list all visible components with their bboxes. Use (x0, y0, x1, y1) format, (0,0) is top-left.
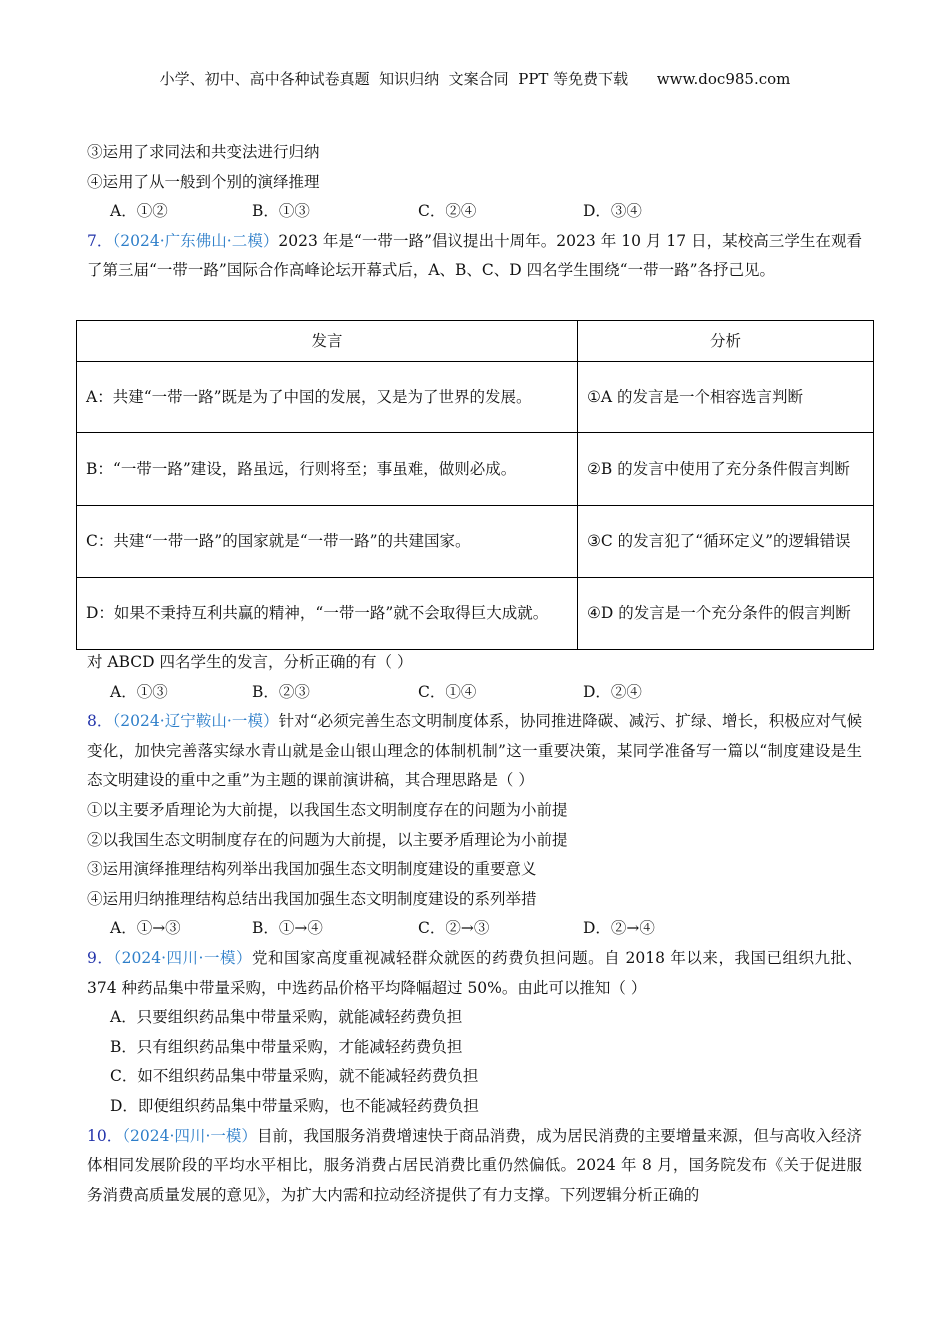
question-6-tail (87, 138, 862, 286)
option-a: A．①→③ (110, 919, 181, 938)
answer-options (87, 914, 862, 944)
question-number: 8． (87, 712, 113, 731)
question-text: 针对“必须完善生态文明制度体系，协同推进降碳、减污、扩绿、增长，积极应对气候变化，加快完善落实绿水青山就是金山银山理念的体制机制”这一重要决策，某同学准备写一篇以“制度建设是生态文明建设的重中之重”为主题的课前演讲稿，其合理思路是（ ） (87, 712, 862, 790)
question-8-stem (87, 707, 862, 796)
speech-cell: A：共建“一带一路”既是为了中国的发展，又是为了世界的发展。 (77, 362, 578, 433)
question-source: （2024·广东佛山·二模） (112, 231, 279, 250)
statement: ③运用演绎推理结构列举出我国加强生态文明制度建设的重要意义 (87, 860, 537, 879)
question-text: 2023 年是“一带一路”倡议提出十周年。2023 年 10 月 17 日，某校高三学生在观看了第三届“一带一路”国际合作高峰论坛开幕式后，A、B、C、D 四名学生围绕“一带一路”各抒己见。 (87, 231, 862, 280)
question-number: 10． (87, 1126, 123, 1145)
analysis-cell: ③C 的发言犯了“循环定义”的逻辑错误 (578, 506, 874, 578)
question-text: 党和国家高度重视减轻群众就医的药费负担问题。自 2018 年以来，我国已组织九批、374 种药品集中带量采购，中选药品价格平均降幅超过 50%。由此可以推知（ ） (87, 948, 862, 997)
column-header: 发言 (77, 321, 578, 362)
option-c: C．如不组织药品集中带量采购，就不能减轻药费负担 (110, 1067, 479, 1086)
question-source: （2024·四川·一模） (113, 948, 252, 967)
question-9-stem (87, 944, 862, 1003)
question-10-stem (87, 1122, 862, 1211)
option-a: A．①③ (110, 682, 168, 701)
question-prompt: 对 ABCD 四名学生的发言，分析正确的有（ ） (87, 653, 413, 671)
table-row (77, 506, 874, 578)
option-c: C．②→③ (418, 919, 490, 938)
statement: ①以主要矛盾理论为大前提，以我国生态文明制度存在的问题为小前提 (87, 800, 568, 819)
question-source: （2024·辽宁鞍山·一模） (112, 712, 279, 731)
option-c: C．①④ (418, 682, 477, 701)
speech-analysis-table (76, 320, 874, 650)
analysis-cell: ④D 的发言是一个充分条件的假言判断 (578, 578, 874, 650)
option-c: C．②④ (418, 202, 477, 221)
option-b: B．①③ (252, 202, 310, 221)
speech-cell: C：共建“一带一路”的国家就是“一带一路”的共建国家。 (77, 506, 578, 578)
option-b: B．①→④ (252, 919, 323, 938)
question-number: 9． (87, 948, 114, 967)
page-header: 小学、初中、高中各种试卷真题 知识归纳 文案合同 PPT 等免费下载 www.doc985.com (159, 70, 791, 88)
statement: ④运用了从一般到个别的演绎推理 (87, 172, 320, 191)
speech-cell: B：“一带一路”建设，路虽远，行则将至；事虽难，做则必成。 (77, 433, 578, 506)
statement: ④运用归纳推理结构总结出我国加强生态文明制度建设的系列举措 (87, 889, 537, 908)
answer-options (87, 197, 862, 227)
table-row (77, 433, 874, 506)
question-text: 目前，我国服务消费增速快于商品消费，成为居民消费的主要增量来源，但与高收入经济体相同发展阶段的平均水平相比，服务消费占居民消费比重仍然偏低。2024 年 8 月，国务院发布《关于促进服务消费高质量发展的意见》，为扩大内需和拉动经济提供了有力支撑。下列逻辑分析正确的 (87, 1126, 862, 1204)
statement: ②以我国生态文明制度存在的问题为大前提，以主要矛盾理论为小前提 (87, 830, 568, 849)
answer-options (87, 678, 862, 708)
option-d: D．③④ (583, 202, 642, 221)
statement: ③运用了求同法和共变法进行归纳 (87, 143, 320, 161)
question-7-8-9-10 (87, 648, 862, 1210)
question-7-stem (87, 227, 862, 286)
option-b: B．只有组织药品集中带量采购，才能减轻药费负担 (110, 1037, 463, 1056)
option-b: B．②③ (252, 682, 310, 701)
question-source: （2024·四川·一模） (122, 1126, 257, 1145)
table-row (77, 578, 874, 650)
question-number: 7． (87, 231, 113, 250)
analysis-cell: ①A 的发言是一个相容选言判断 (578, 362, 874, 433)
analysis-cell: ②B 的发言中使用了充分条件假言判断 (578, 433, 874, 506)
option-d: D．②→④ (583, 919, 655, 938)
table-header-row (77, 321, 874, 362)
speech-cell: D：如果不秉持互利共赢的精神，“一带一路”就不会取得巨大成就。 (77, 578, 578, 650)
option-d: D．即便组织药品集中带量采购，也不能减轻药费负担 (110, 1096, 479, 1115)
option-a: A．只要组织药品集中带量采购，就能减轻药费负担 (110, 1008, 463, 1027)
option-d: D．②④ (583, 682, 642, 701)
table-row (77, 362, 874, 433)
column-header: 分析 (578, 321, 874, 362)
option-a: A．①② (110, 202, 168, 221)
